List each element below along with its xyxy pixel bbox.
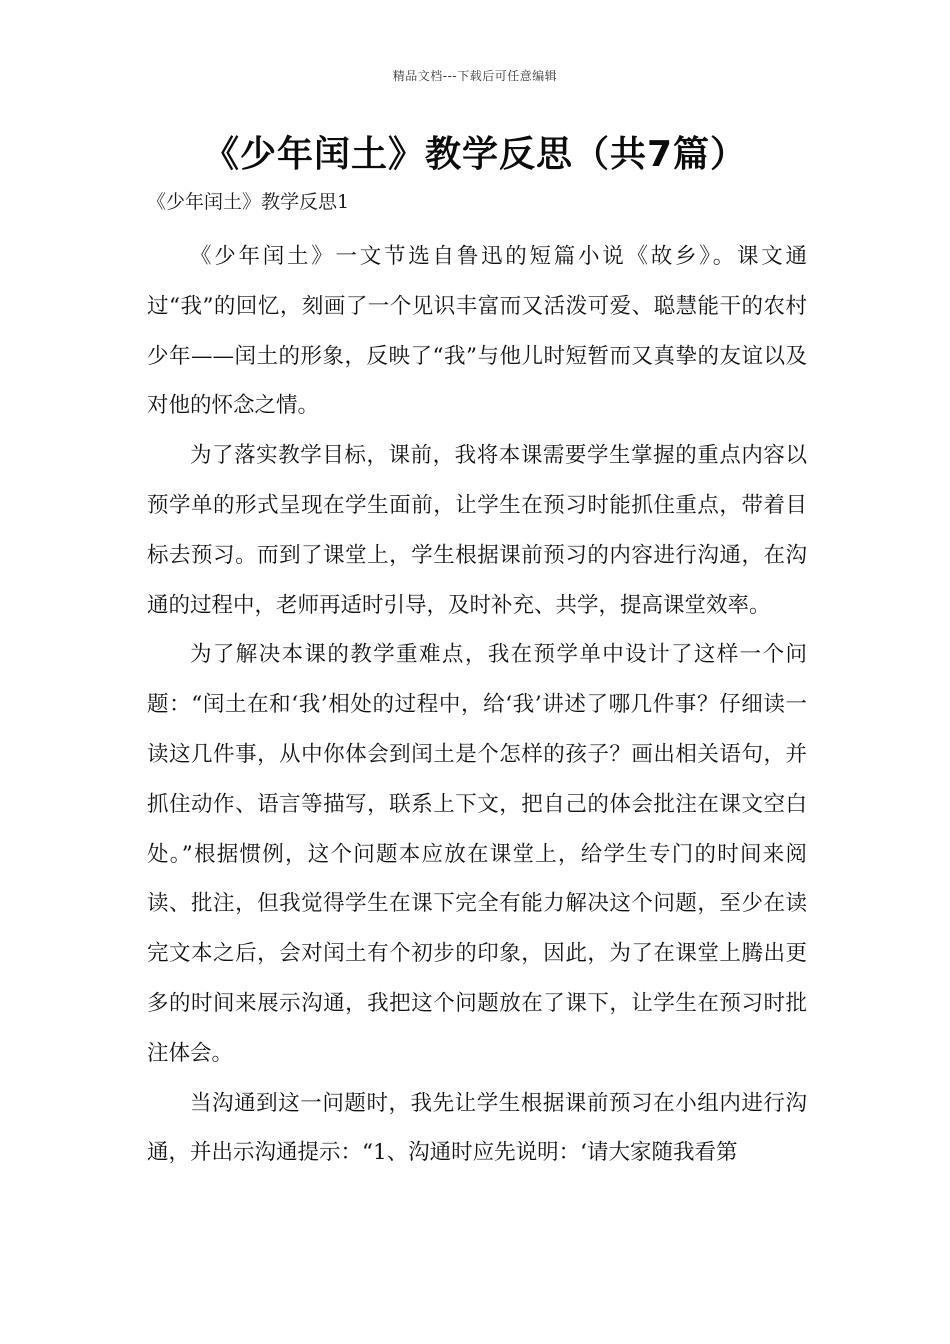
paragraph: 为了解决本课的教学重难点，我在预学单中设计了这样一个问题：“闰土在和‘我’相处的过程中，给‘我’讲述了哪几件事？仔细读一读这几件事，从中你体会到闰土是个怎样的孩子？画出相关语句，并抓住动作、语言等描写，联系上下文，把自己的体会批注在课文空白处。”根据惯例，这个问题本应放在课堂上，给学生专门的时间来阅读、批注，但我觉得学生在课下完全有能力解决这个问题，至少在读完文本之后，会对闰土有个初步的印象，因此，为了在课堂上腾出更多的时间来展示沟通，我把这个问题放在了课下，让学生在预习时批注体会。 [147,642,807,1066]
paragraph: 为了落实教学目标，课前，我将本课需要学生掌握的重点内容以预学单的形式呈现在学生面前，让学生在预习时能抓住重点，带着目标去预习。而到了课堂上，学生根据课前预习的内容进行沟通，在沟通的过程中，老师再适时引导，及时补充、共学，提高课堂效率。 [147,443,807,618]
paragraph: 当沟通到这一问题时，我先让学生根据课前预习在小组内进行沟通，并出示沟通提示：“1、沟通时应先说明：‘请大家随我看第 [147,1090,807,1166]
header-note: 精品文档---下载后可任意编辑 [392,69,558,83]
document-title: 《少年闰土》教学反思（共7篇） [202,134,748,175]
body-text [147,232,807,1178]
section-subtitle: 《少年闰土》教学反思1 [147,191,350,213]
paragraph: 《少年闰土》一文节选自鲁迅的短篇小说《故乡》。课文通过“我”的回忆，刻画了一个见识丰富而又活泼可爱、聪慧能干的农村少年——闰土的形象，反映了“我”与他儿时短暂而又真挚的友谊以及对他的怀念之情。 [147,244,807,419]
